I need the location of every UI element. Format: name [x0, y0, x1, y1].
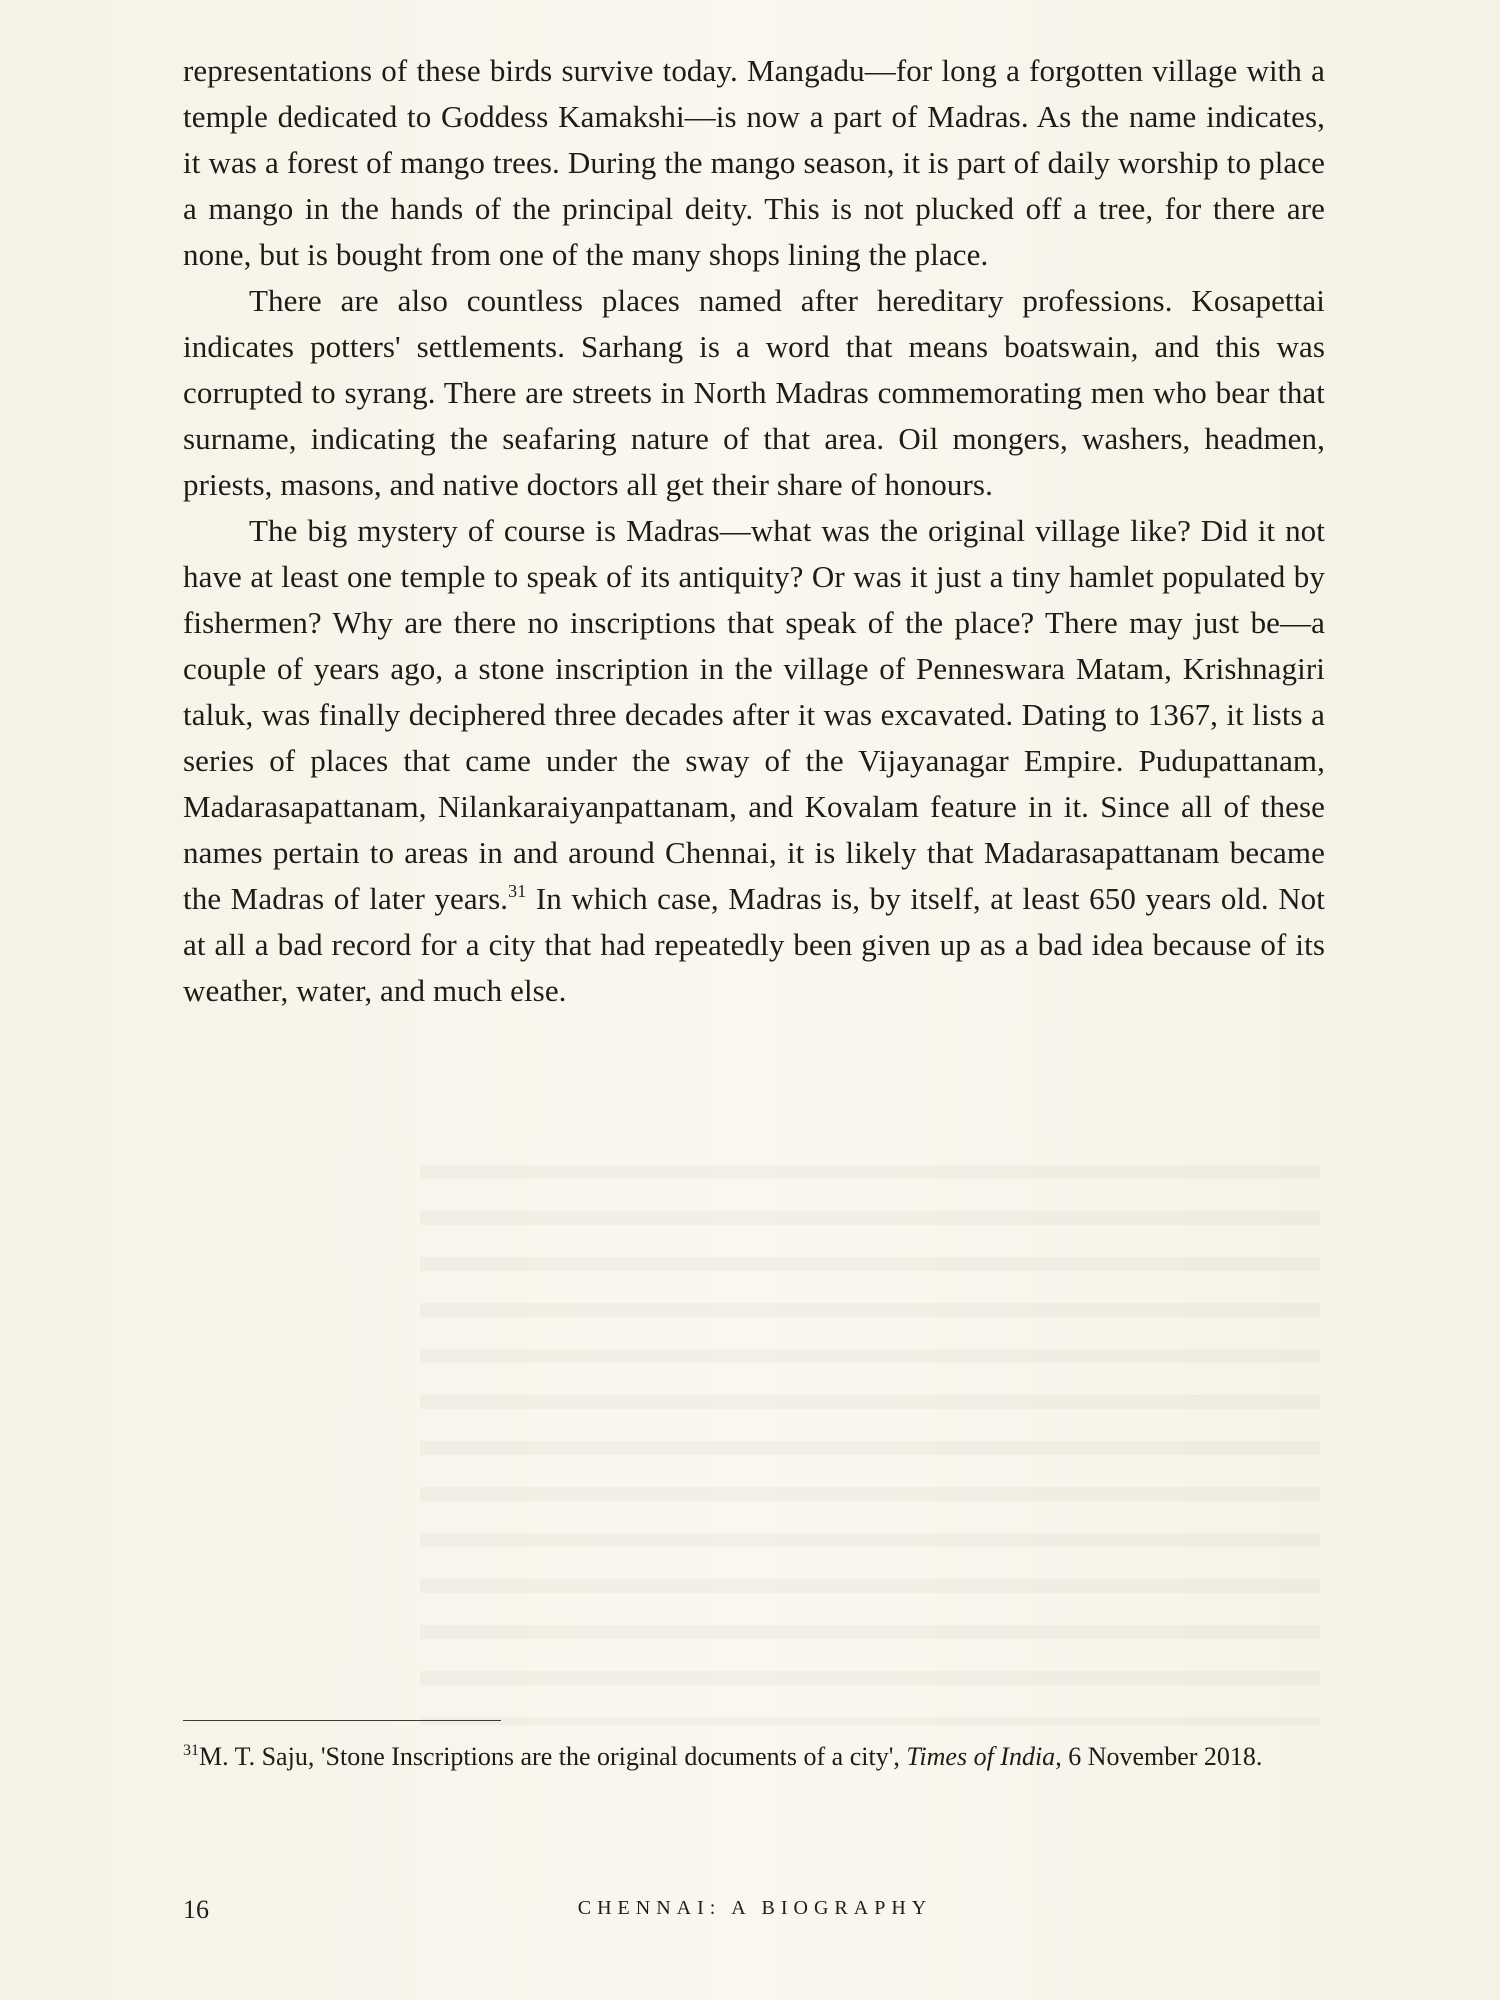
footnote-number: 31 — [183, 1742, 199, 1759]
paragraph-madras-text-a: The big mystery of course is Madras—what was the original village like? Did it not have at least one temple to speak of its antiquity? Or was it just a tiny hamlet populated by fishermen? Why are there no inscriptions that speak of the place? There may just be—a couple of years ago, a stone inscription in the village of Penneswara Matam, Krishnagiri taluk, was finally deciphered three decades after it was excavated. Dating to 1367, it lists a series of places that came under the sway of the Vijayanagar Empire. Pudupattanam, Madarasapattanam, Nilankaraiyanpattanam, and Kovalam feature in it. Since all of these names pertain to areas in and around Chennai, it is likely that Madarasapattanam became the Madras of later years. — [183, 513, 1325, 916]
page-number: 16 — [183, 1895, 209, 1924]
footnote-date: , 6 November 2018. — [1055, 1742, 1263, 1771]
running-head: CHENNAI: A BIOGRAPHY — [577, 1897, 933, 1919]
paragraph-madras-mystery — [183, 508, 1325, 1014]
footnote-source: Times of India — [906, 1742, 1056, 1771]
paragraph-madras-text-b: In which case, Madras is, by itself, at least 650 years old. Not at all a bad record for a city that had repeatedly been given up as a bad idea because of its weather, water, and much else. — [183, 881, 1325, 1008]
bleed-through-shadow — [420, 1165, 1320, 1725]
paragraph-mangadu: representations of these birds survive today. Mangadu—for long a forgotten village with a temple dedicated to Goddess Kamakshi—is now a part of Madras. As the name indicates, it was a forest of mango trees. During the mango season, it is part of daily worship to place a mango in the hands of the principal deity. This is not plucked off a tree, for there are none, but is bought from one of the many shops lining the place. — [183, 53, 1325, 272]
footnote — [183, 1737, 1325, 1777]
footnote-reference-31: 31 — [508, 881, 527, 901]
footnote-separator — [183, 1720, 501, 1721]
main-text — [183, 48, 1325, 1014]
footnote-author-title: M. T. Saju, 'Stone Inscriptions are the original documents of a city', — [199, 1742, 907, 1771]
paragraph-professions: There are also countless places named after hereditary professions. Kosapettai indicates potters' settlements. Sarhang is a word that means boatswain, and this was corrupted to syrang. There are streets in North Madras commemorating men who bear that surname, indicating the seafaring nature of that area. Oil mongers, washers, headmen, priests, masons, and native doctors all get their share of honours. — [183, 283, 1325, 502]
